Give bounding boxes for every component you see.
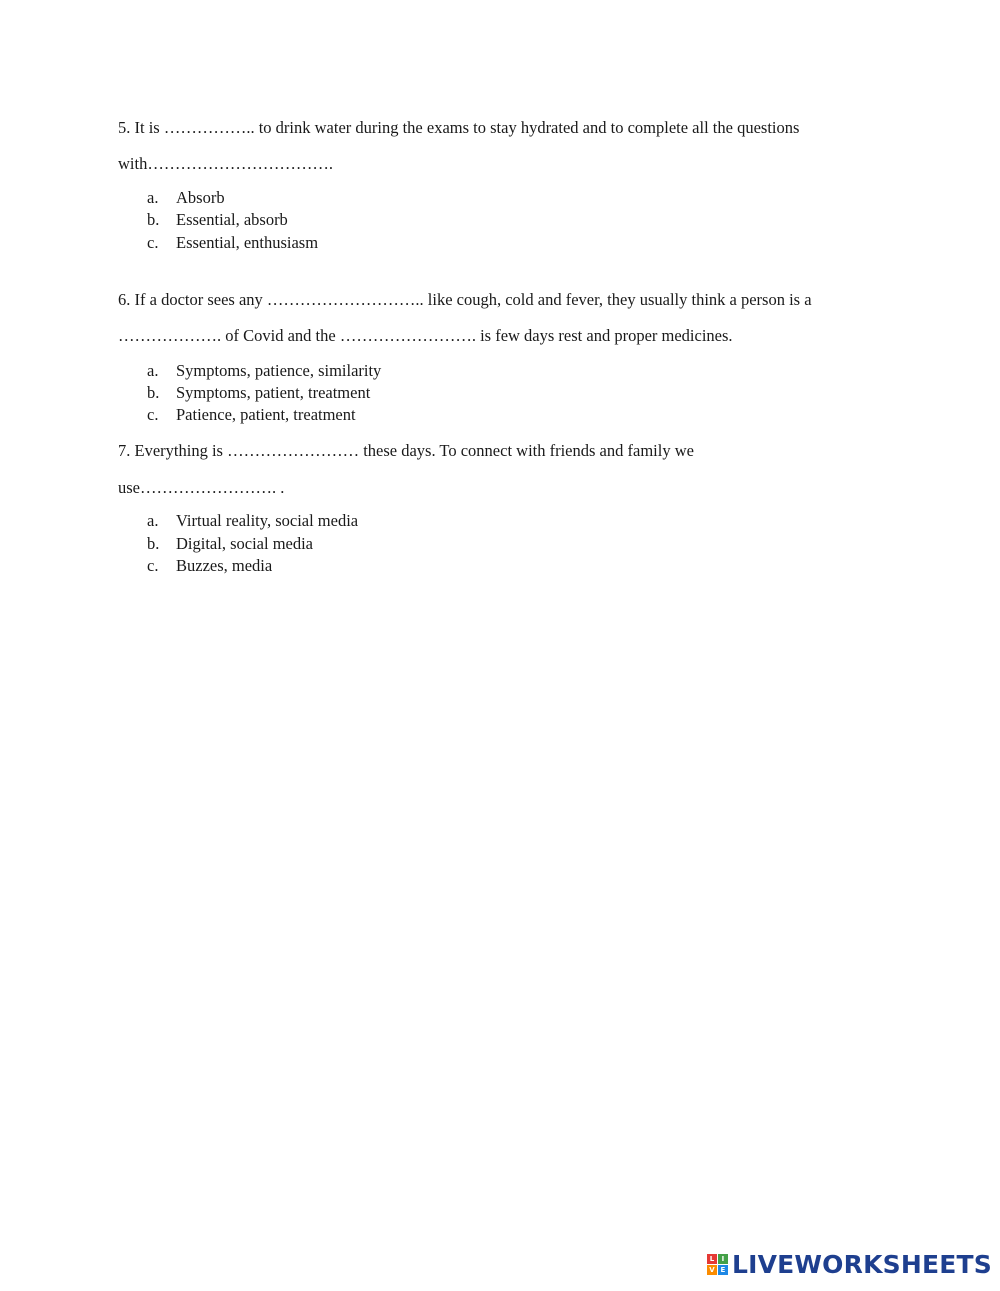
option-letter: a.: [147, 188, 159, 207]
logo-mark-tile: E: [718, 1265, 728, 1275]
question-7-line-2: use……………………. .: [118, 478, 285, 497]
option-letter: c.: [147, 405, 159, 424]
question-6-line-2: ………………. of Covid and the ……………………. is few days rest and proper medicines.: [118, 326, 733, 345]
option-text: Symptoms, patient, treatment: [176, 383, 371, 402]
option-text: Buzzes, media: [176, 556, 273, 575]
option-text: Patience, patient, treatment: [176, 405, 356, 424]
logo-mark-tile: L: [707, 1254, 717, 1264]
question-5-line-2: with…………………………….: [118, 154, 333, 173]
liveworksheets-logo[interactable]: [707, 1249, 992, 1279]
option-text: Absorb: [176, 188, 225, 207]
question-5-line-1: 5. It is …………….. to drink water during the exams to stay hydrated and to complete all the questions: [118, 118, 800, 137]
option-text: Essential, absorb: [176, 210, 288, 229]
option-letter: b.: [147, 210, 160, 229]
logo-mark-icon: [707, 1254, 728, 1275]
option-letter: a.: [147, 511, 159, 530]
option-letter: c.: [147, 556, 159, 575]
question-7-line-1: 7. Everything is …………………… these days. To connect with friends and family we: [118, 441, 694, 460]
option-letter: a.: [147, 361, 159, 380]
logo-text: LIVEWORKSHEETS: [731, 1249, 992, 1279]
option-letter: c.: [147, 233, 159, 252]
option-text: Essential, enthusiasm: [176, 233, 319, 252]
option-letter: b.: [147, 383, 160, 402]
option-text: Virtual reality, social media: [176, 511, 359, 530]
option-text: Digital, social media: [176, 534, 314, 553]
logo-mark-tile: V: [707, 1265, 717, 1275]
option-text: Symptoms, patience, similarity: [176, 361, 382, 380]
option-letter: b.: [147, 534, 160, 553]
question-6-line-1: 6. If a doctor sees any ……………………….. like cough, cold and fever, they usually think a person is a: [118, 290, 812, 309]
logo-mark-tile: I: [718, 1254, 728, 1264]
